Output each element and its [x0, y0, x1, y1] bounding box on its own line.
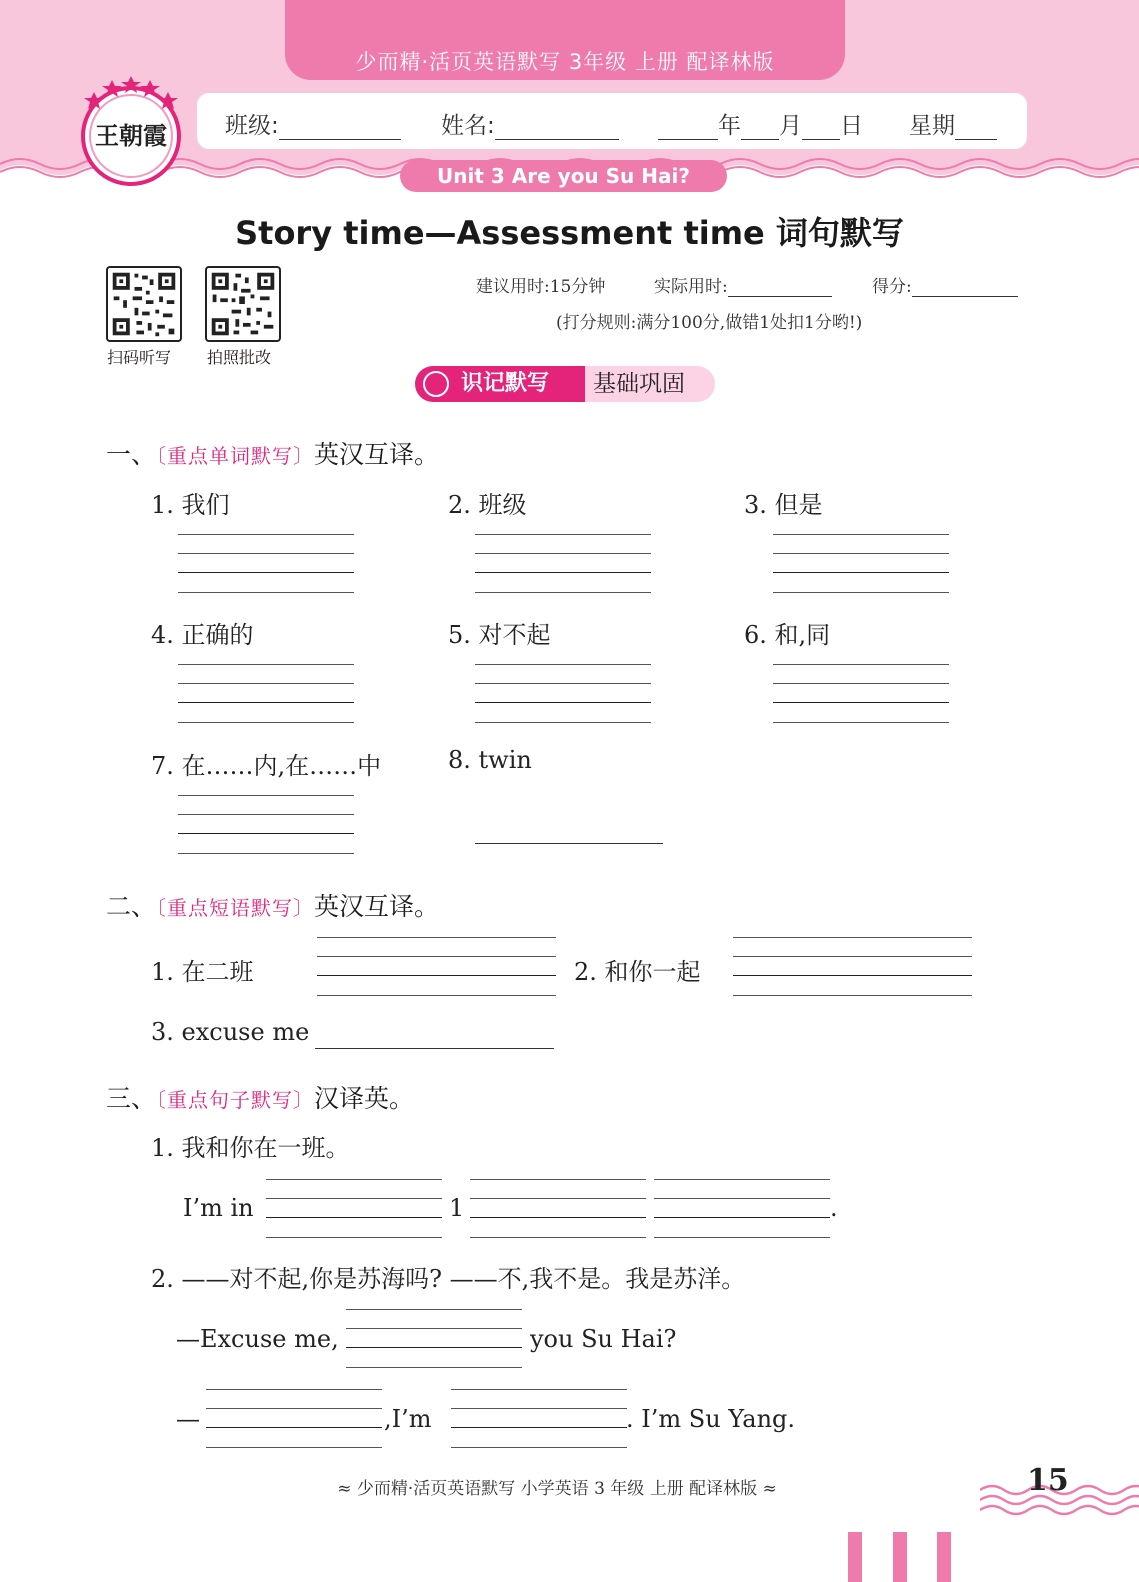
brand-logo	[80, 74, 183, 186]
sentence1-blank-3[interactable]	[654, 1179, 830, 1239]
word-item-1: 1. 我们	[151, 491, 230, 519]
series-title: 少而精·活页英语默写 3年级 上册 配译林版	[355, 50, 775, 74]
footer-text: ≈ 少而精·活页英语默写 小学英语 3 年级 上册 配译林版 ≈	[337, 1479, 777, 1499]
page-title: Story time—Assessment time 词句默写	[235, 214, 904, 252]
word-item-4: 4. 正确的	[151, 621, 254, 649]
svg-text:王朝霞: 王朝霞	[95, 121, 167, 150]
phrase-item-3: 3. excuse me	[151, 1018, 310, 1046]
page-tab-bar	[937, 1532, 951, 1582]
sentence1-blank-2[interactable]	[470, 1179, 646, 1239]
sentence2a-blank[interactable]	[346, 1309, 522, 1369]
phrase-answer-line-3[interactable]	[315, 1048, 554, 1049]
qr-photo-caption: 拍照批改	[207, 348, 272, 367]
word-item-6: 6. 和,同	[744, 621, 831, 649]
date-field[interactable]: 年 月 日	[658, 107, 863, 140]
sentence2b-end: . I’m Su Yang.	[626, 1405, 796, 1433]
answer-lines-4[interactable]	[178, 664, 354, 724]
sentence1-blank-1[interactable]	[266, 1179, 442, 1239]
qr-listen-caption: 扫码听写	[107, 348, 172, 367]
sentence2a-start: —Excuse me,	[176, 1325, 339, 1353]
class-field[interactable]: 班级:	[225, 107, 401, 140]
sentence2b-blank-2[interactable]	[451, 1389, 627, 1449]
answer-lines-5[interactable]	[475, 664, 651, 724]
sentence2b-blank-1[interactable]	[206, 1389, 382, 1449]
page-tab-bar	[848, 1532, 862, 1582]
phrase-item-1: 1. 在二班	[151, 958, 254, 986]
answer-line-8[interactable]	[475, 843, 663, 844]
sentence1-end: .	[830, 1194, 838, 1222]
section2-heading: 二、〔重点短语默写〕英汉互译。	[106, 892, 440, 921]
medal-icon	[423, 371, 449, 397]
sentence2b-mid: ,I’m	[384, 1405, 432, 1433]
scoring-rule: (打分规则:满分100分,做错1处扣1分哟!)	[556, 313, 863, 333]
page-tab-bar	[893, 1532, 907, 1582]
sentence1-mid: 1	[449, 1194, 465, 1222]
badge-basic: 基础巩固	[585, 366, 715, 402]
word-item-5: 5. 对不起	[448, 621, 551, 649]
qr-code-listen[interactable]	[106, 266, 182, 342]
answer-lines-7[interactable]	[178, 795, 354, 855]
answer-lines-1[interactable]	[178, 534, 354, 594]
answer-lines-2[interactable]	[475, 534, 651, 594]
section-badge	[415, 366, 715, 402]
answer-lines-6[interactable]	[773, 664, 949, 724]
phrase-item-2: 2. 和你一起	[574, 958, 701, 986]
unit-label: Unit 3 Are you Su Hai?	[400, 160, 727, 192]
sentence-item-2: 2. ——对不起,你是苏海吗? ——不,我不是。我是苏洋。	[151, 1265, 746, 1293]
word-item-7: 7. 在……内,在……中	[151, 752, 382, 780]
suggested-time: 建议用时:15分钟	[476, 277, 606, 297]
answer-lines-3[interactable]	[773, 534, 949, 594]
page-number: 15	[1027, 1463, 1069, 1498]
badge-memorize: 识记默写	[415, 366, 585, 402]
sentence1-start: I’m in	[183, 1194, 254, 1222]
sentence2a-end: you Su Hai?	[530, 1325, 677, 1353]
phrase-answer-lines-1[interactable]	[317, 937, 556, 997]
word-item-8: 8. twin	[448, 746, 532, 774]
phrase-answer-lines-2[interactable]	[733, 937, 972, 997]
word-item-3: 3. 但是	[744, 491, 823, 519]
sentence2b-start: —	[176, 1405, 200, 1433]
section3-heading: 三、〔重点句子默写〕汉译英。	[106, 1084, 415, 1113]
score-field[interactable]: 得分:	[872, 272, 1018, 297]
word-item-2: 2. 班级	[448, 491, 527, 519]
section1-heading: 一、〔重点单词默写〕英汉互译。	[106, 440, 440, 469]
sentence-item-1: 1. 我和你在一班。	[151, 1134, 350, 1162]
name-field[interactable]: 姓名:	[441, 107, 619, 140]
weekday-field[interactable]: 星期	[909, 107, 997, 140]
actual-time-field[interactable]: 实际用时:	[654, 272, 832, 297]
qr-code-photo[interactable]	[205, 266, 281, 342]
